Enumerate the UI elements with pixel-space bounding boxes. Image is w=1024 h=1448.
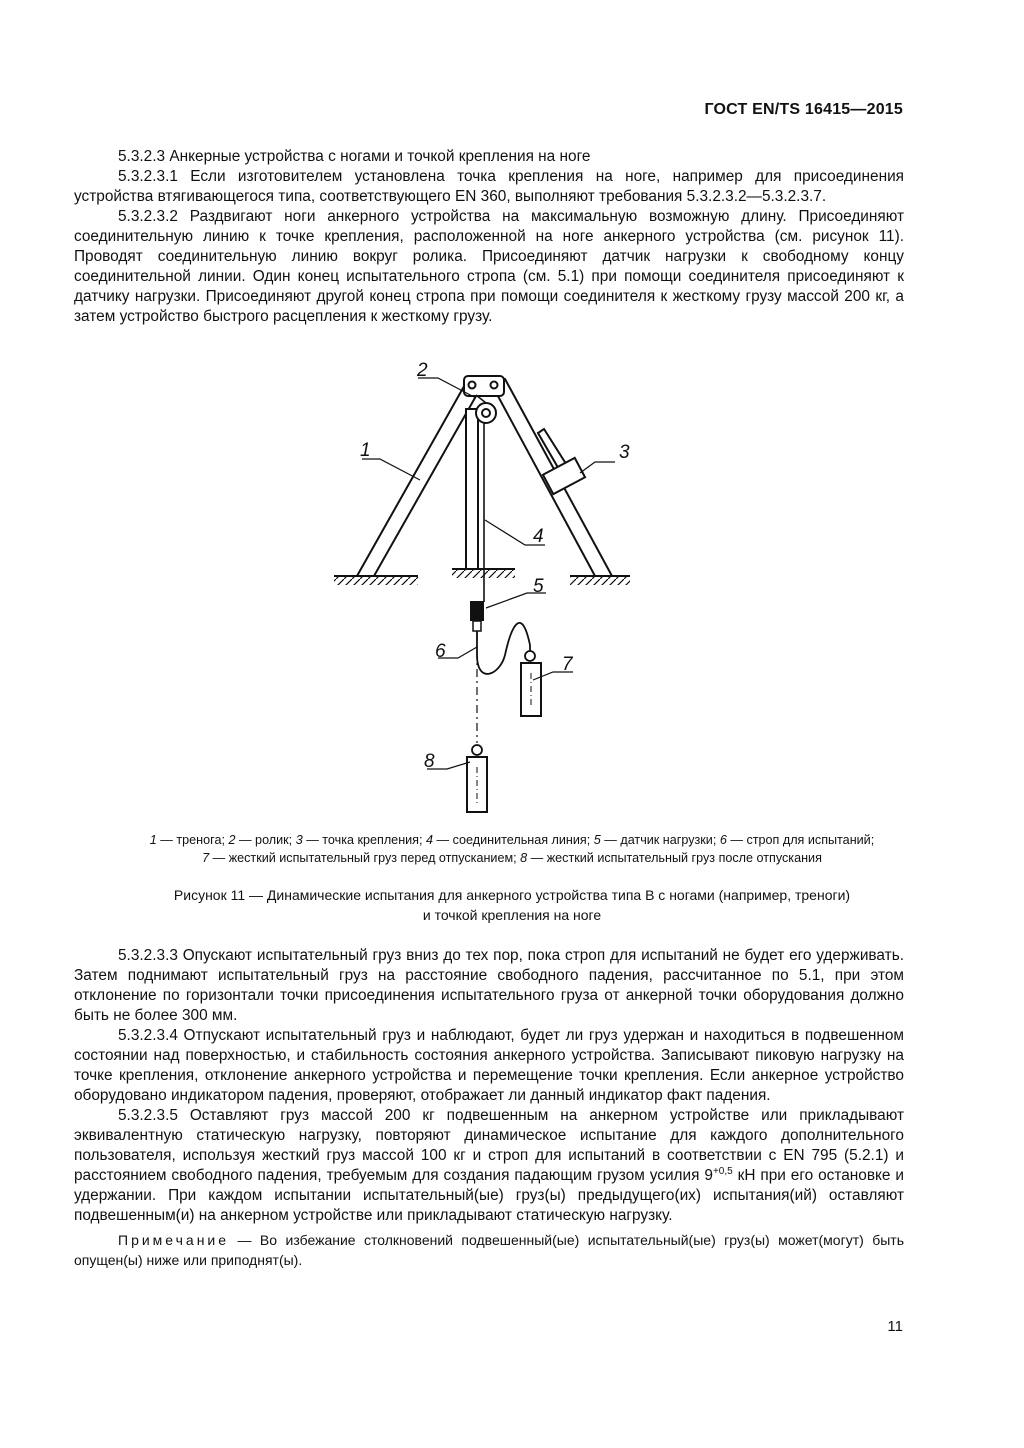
label-8: 8 [424, 751, 435, 772]
paragraph-5-3-2-3-1: 5.3.2.3.1 Если изготовителем установлена точка крепления на ноге, например для присоединения устройства втягивающегося типа, соответствующего EN 360, выполняют требования 5.3.2.3.2—5.3.2.3.7. [74, 168, 904, 205]
caption-line-1: Рисунок 11 — Динамические испытания для анкерного устройства типа В с ногами (например, треноги) [173, 887, 851, 903]
legend-num: 6 [719, 833, 727, 847]
legend-num: 4 [426, 833, 434, 847]
legend-text: — датчик нагрузки; [600, 833, 720, 847]
legend-text: — точка крепления; [302, 833, 426, 847]
caption-line-2: и точкой крепления на ноге [422, 907, 602, 923]
legend-text: — жесткий испытательный груз после отпускания [527, 851, 822, 865]
bottom-text-block [74, 946, 904, 1270]
label-1: 1 [360, 440, 371, 461]
tripod-left-leg [357, 381, 480, 576]
label-2: 2 [417, 360, 428, 381]
p3-superscript: +0,5 [712, 1165, 733, 1177]
load-sensor [470, 601, 484, 621]
label-5: 5 [533, 576, 544, 597]
figure-legend [60, 831, 964, 867]
page-number: 11 [887, 1318, 903, 1335]
hatch-right [570, 576, 630, 585]
legend-text: — ролик; [235, 833, 296, 847]
p3-text-a: 5.3.2.3.5 Оставляют груз массой 200 кг подвешенным на анкерном устройстве или прикладывают эквивалентную статическую нагрузку, повторяют динамическое испытание для каждого дополнительного пользователя, используя жесткий груз массой 100 кг и строп для испытаний в соответствии с EN 795 (5.2.1) и расстоянием свободного падения, требуемым для создания падающим грузом усилия 9 [74, 1107, 904, 1184]
legend-num: 1 [149, 833, 157, 847]
label-7: 7 [562, 654, 573, 675]
paragraph-5-3-2-3-4: 5.3.2.3.4 Отпускают испытательный груз и наблюдают, будет ли груз удержан и находиться в подвешенном состоянии над поверхностью, и стабильность состояния анкерного устройства. Записывают пиковую нагрузку на точке крепления, отклонение анкерного устройства и перемещение точки крепления. Если анкерное устройство оборудовано индикатором падения, проверяют, отображает ли данный индикатор факт падения. [74, 1027, 904, 1104]
label-6: 6 [435, 641, 446, 662]
top-text-block [74, 147, 904, 327]
figure-caption [60, 885, 964, 925]
document-header: ГОСТ EN/TS 16415—2015 [704, 101, 903, 118]
paragraph-5-3-2-3-3: 5.3.2.3.3 Опускают испытательный груз вниз до тех пор, пока строп для испытаний не будет его удерживать. Затем поднимают испытательный груз на расстояние свободного падения, рассчитанное по 5.1, при этом отклонение по горизонтали точки присоединения испытательного груза от анкерной точки оборудования должно быть не более 300 мм. [74, 947, 904, 1024]
legend-line-1 [60, 831, 964, 849]
legend-num: 3 [295, 833, 303, 847]
legend-text: — жесткий испытательный груз перед отпусканием; [209, 851, 521, 865]
paragraph-5-3-2-3-2: 5.3.2.3.2 Раздвигают ноги анкерного устройства на максимальную возможную длину. Присоединяют соединительную линию к точке крепления, расположенной на ноге анкерного устройства (см. рисунок 11). Проводят соединительную линию вокруг ролика. Присоединяют датчик нагрузки к свободному концу соединительной линии. Один конец испытательного стропа (см. 5.1) при помощи соединителя присоединяют к датчику нагрузки. Присоединяют другой конец стропа при помощи соединителя к жесткому грузу массой 200 кг, а затем устройство быстрого расцепления к жесткому грузу. [74, 208, 904, 325]
label-4: 4 [533, 526, 544, 547]
paragraph-5-3-2-3-5 [74, 1106, 904, 1226]
hatch-left [334, 576, 418, 585]
legend-text: — строп для испытаний; [726, 833, 875, 847]
legend-num: 7 [202, 851, 210, 865]
note-label: Примечание [118, 1232, 230, 1248]
legend-num: 5 [593, 833, 601, 847]
p3-text-b: кН при его остановке и удержании. При каждом испытании испытательный(ые) груз(ы) предыдущего(их) испытания(ий) оставляют подвешенным(и) на анкерном устройстве или прикладывают статическую нагрузку. [74, 1167, 904, 1224]
legend-text: — тренога; [156, 833, 229, 847]
tripod-center-leg [466, 409, 478, 569]
note-text: — Во избежание столкновений подвешенный(ые) испытательный(ые) груз(ы) может(могут) быть опущен(ы) ниже или приподнят(ы). [74, 1232, 904, 1268]
legend-num: 2 [228, 833, 236, 847]
section-heading: 5.3.2.3 Анкерные устройства с ногами и точкой крепления на ноге [118, 148, 591, 165]
legend-line-2 [60, 849, 964, 867]
label-3: 3 [619, 442, 630, 463]
legend-num: 8 [520, 851, 528, 865]
legend-text: — соединительная линия; [433, 833, 594, 847]
note [74, 1230, 904, 1270]
figure-11-diagram [0, 355, 1024, 825]
